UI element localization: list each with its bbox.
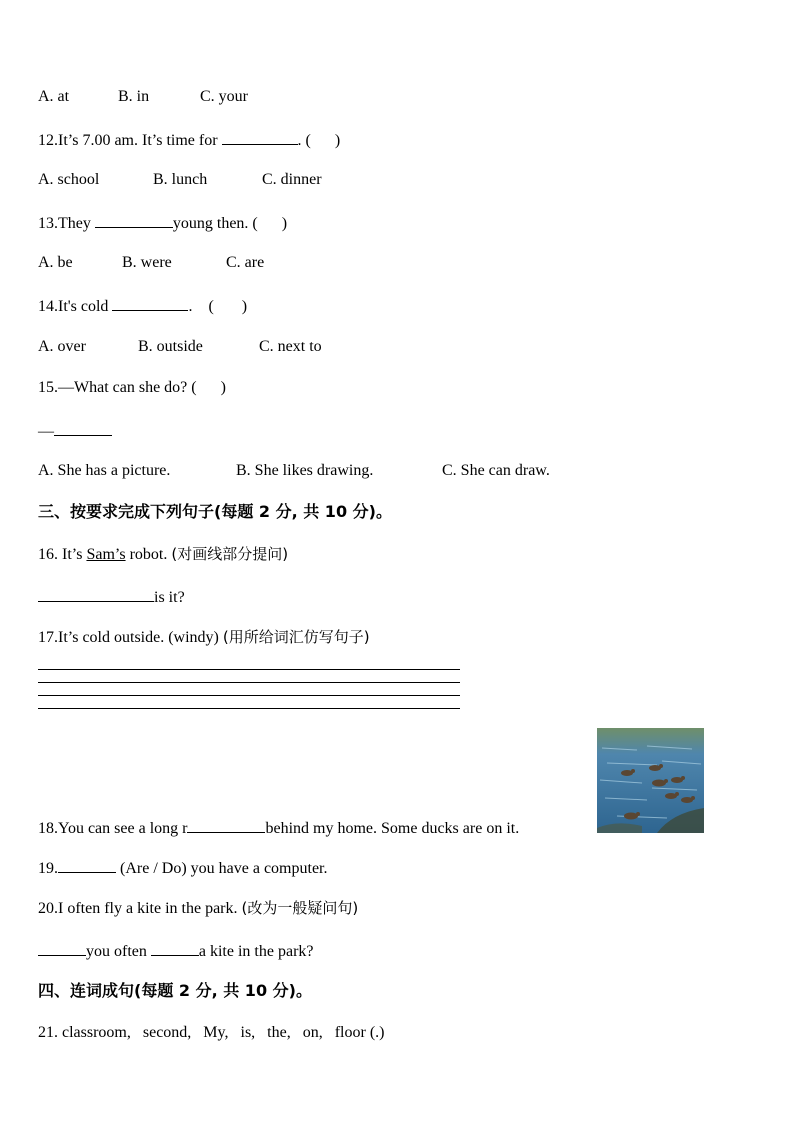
q19-stem: 19. (Are / Do) you have a computer.: [38, 857, 327, 879]
q15-option-c: C. She can draw.: [442, 462, 550, 479]
q18-stem-post: behind my home. Some ducks are on it.: [265, 820, 520, 837]
section-4-heading: 四、连词成句(每题 2 分, 共 10 分)。: [38, 981, 312, 1000]
q20-answer-line: [38, 940, 314, 962]
q12-option-a: A. school: [38, 171, 100, 188]
q20-instruction: (改为一般疑问句): [241, 899, 359, 917]
q13-stem-post: young then. ( ): [172, 215, 288, 232]
q16-blank: [38, 586, 154, 602]
q15-option-b: B. She likes drawing.: [236, 462, 374, 479]
q16-answer-post: is it?: [154, 589, 185, 606]
q12-stem-post: . ( ): [297, 132, 341, 149]
river-ducks-illustration: [597, 728, 704, 833]
q17-stem-text: 17.It’s cold outside. (windy): [38, 629, 223, 646]
q14-option-a: A. over: [38, 338, 86, 355]
q14-stem-post: . ( ): [188, 298, 248, 315]
q17-instruction: (用所给词汇仿写句子): [222, 628, 370, 646]
q17-answer-rule-1: [38, 669, 460, 670]
q15-dash: —: [38, 423, 54, 440]
q14-stem: [38, 295, 247, 317]
q20-blank-1: [38, 940, 86, 956]
q20-stem-text: 20.I often fly a kite in the park.: [38, 900, 242, 917]
q20-mid: you often: [86, 943, 151, 960]
q13-option-b: B. were: [122, 254, 172, 271]
q17-answer-rule-2: [38, 682, 460, 683]
q15-option-a: A. She has a picture.: [38, 462, 171, 479]
q12-option-c: C. dinner: [262, 171, 322, 188]
q16-underlined-word: Sam’s: [86, 546, 126, 563]
q13-option-c: C. are: [226, 254, 265, 271]
q16-answer-line: [38, 586, 185, 608]
q16-instruction: (对画线部分提问): [171, 545, 289, 563]
q13-blank: [95, 212, 173, 228]
section-3-heading: 三、按要求完成下列句子(每题 2 分, 共 10 分)。: [38, 502, 392, 521]
q14-stem-pre: 14.It's cold: [38, 298, 113, 315]
q12-option-b: B. lunch: [153, 171, 208, 188]
q20-end: a kite in the park?: [198, 943, 314, 960]
q19-stem-post: (Are / Do) you have a computer.: [116, 860, 328, 877]
q15-stem: 15.—What can she do? ( ): [38, 379, 226, 396]
q20-blank-2: [151, 940, 199, 956]
q20-stem: [38, 898, 358, 919]
q11-option-c: C. your: [200, 88, 248, 105]
q13-option-a: A. be: [38, 254, 73, 271]
q17-stem: [38, 627, 370, 648]
q11-option-b: B. in: [118, 88, 150, 105]
q14-blank: [112, 295, 188, 311]
q17-answer-rule-4: [38, 708, 460, 709]
q14-option-b: B. outside: [138, 338, 203, 355]
q12-stem-pre: 12.It’s 7.00 am. It’s time for: [38, 132, 222, 149]
q17-answer-rule-3: [38, 695, 460, 696]
q16-stem: [38, 544, 288, 565]
q13-stem-pre: 13.They: [38, 215, 95, 232]
q16-post: robot.: [125, 546, 172, 563]
q18-blank: [187, 817, 265, 833]
q11-option-a: A. at: [38, 88, 70, 105]
river-ducks-photo: [597, 728, 704, 833]
q13-stem: [38, 212, 287, 234]
q18-stem: [38, 817, 519, 839]
q12-blank: [222, 129, 298, 145]
q21-stem: 21. classroom, second, My, is, the, on, floor (.): [38, 1024, 385, 1041]
q16-pre: 16. It’s: [38, 546, 87, 563]
q19-blank: [58, 857, 116, 873]
q15-blank: [54, 420, 112, 436]
q12-stem: [38, 129, 340, 151]
q18-stem-pre: 18.You can see a long r: [38, 820, 188, 837]
q15-answer-line: [38, 420, 112, 442]
q14-option-c: C. next to: [259, 338, 322, 355]
